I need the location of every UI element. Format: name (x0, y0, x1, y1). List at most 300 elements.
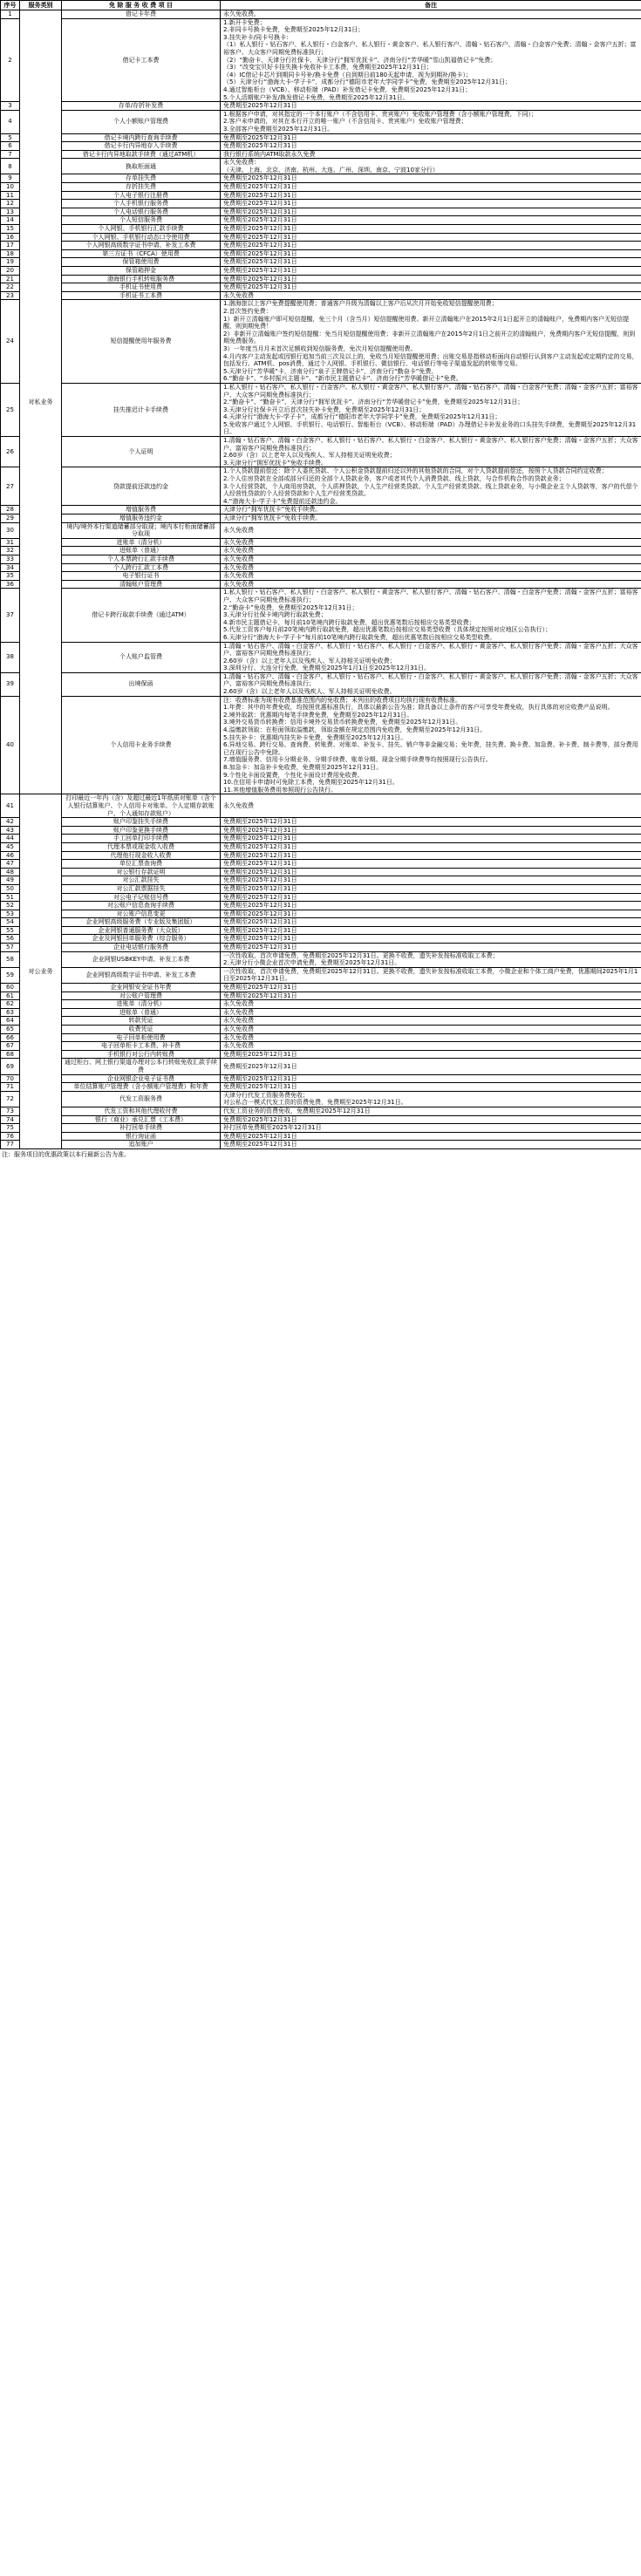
fee-item-name: 企业网银高级数字证书申请、补发工本费 (62, 967, 221, 983)
fee-item-name: 存单挂失费 (62, 174, 221, 183)
row-number: 36 (1, 580, 20, 589)
fee-item-note: 免费期至2025年12月31日 (221, 183, 641, 192)
table-row (1, 1091, 641, 1107)
table-row (1, 902, 641, 910)
fee-item-note: 天津分行代发工资服务费免收； 对公私合一模式代发工资的资费免费，免费期至2025年12月31日。 (221, 1091, 641, 1107)
table-row (1, 10, 641, 19)
table-row (1, 133, 641, 142)
fee-item-name: 对公账户管理费 (62, 992, 221, 1000)
row-number: 66 (1, 1033, 20, 1042)
fee-item-name: 通过柜台、网上银行渠道办理对公本行转账免收汇款手续费 (62, 1059, 221, 1074)
fee-item-note: 免费期至2025年12月31日 (221, 868, 641, 876)
fee-item-note: 免费期至2025年12月31日 (221, 876, 641, 885)
table-row (1, 102, 641, 111)
fee-item-name: 渤海银行手机转账服务费 (62, 275, 221, 283)
fee-item-note: 免费期至2025年12月31日 (221, 1132, 641, 1141)
fee-item-note: 1.私人银行・钻石客户、私人银行・白金客户、私人银行・黄金客户、私人银行客户、清翰・钻石客户、清翰・白金客户免费；清翰・金客户五折；富裕客户、大众客户同期免费标准执行； 2.“勤奋卡”、“勤奋卡”、天津分行“拥军优抚卡”、济南分行“芳华暖借记卡”免费，免费期至2025年12月31日； 3.天津分行社保卡开立后首次挂失补卡免费，免费期至2025年12月31日； 4.天津分行“渤海大卡-学子卡”，成都分行“德阳市老年大学同学卡”免费，免费期至2025年12月31日； 5.免收客户通过个人网银、手机银行、电话银行、智能柜台（VCB）、移动柜端（PAD）办理借记卡补发业务的口头挂失手续费，免费期至2025年12月31日。 (221, 383, 641, 436)
fee-item-note: 免费期至2025年12月31日 (221, 225, 641, 234)
fee-item-name: 手机证书工本费 (62, 291, 221, 300)
row-number: 63 (1, 1008, 20, 1017)
fee-item-name: 个人网银高级数字证书申请、补发工本费 (62, 242, 221, 250)
table-row (1, 18, 641, 102)
row-number: 19 (1, 258, 20, 267)
table-row (1, 826, 641, 835)
fee-item-name: 借记卡工本费 (62, 18, 221, 102)
fee-item-name: 对公账户信息查询手续费 (62, 902, 221, 910)
table-row (1, 926, 641, 935)
row-number: 77 (1, 1141, 20, 1149)
row-number: 70 (1, 1074, 20, 1083)
fee-item-name: 存折挂失费 (62, 183, 221, 192)
fee-item-name: 个人信用卡业务手续费 (62, 696, 221, 794)
row-number: 76 (1, 1132, 20, 1141)
fee-item-note: 免费期至2025年12月31日 (221, 216, 641, 225)
table-row (1, 918, 641, 927)
fee-item-name: 对公账户信息变更 (62, 910, 221, 918)
fee-item-name: 手工回单打印手续费 (62, 835, 221, 843)
row-number: 13 (1, 208, 20, 216)
fee-item-note: 我行银行系统内ATM取款永久免费 (221, 150, 641, 159)
fee-item-note: 1.个人贷款提前偿还：除个人委托贷款、个人公积金贷款提前归还以外的其他贷款的合同，对个人贷款提前偿还，按照个人贷款合同约定收费； 2.个人住房贷款在全部或部分归还的全部个人贷款业务，客户或者其代个人消费贷款、线上贷款，与合作机构合作的贷款业务； 3.个人经营贷款，个人商用房贷款，个人质押贷款，个人生产经营类贷款、个人生产经营类贷款、线上贷款业务，与小微企业主个人贷款等，客户的代偿个人经营性贷款的个人经营贷款和个人生产经营类贷款。 4.“渤海大卡-学子卡”免费提前还款违约金。 (221, 467, 641, 506)
fee-item-name: 挂失推迟计卡手续费 (62, 383, 221, 436)
service-category: 对公业务 (20, 794, 62, 1149)
fee-item-name: 进账单（普通） (62, 547, 221, 555)
row-number: 37 (1, 589, 20, 642)
row-number: 4 (1, 110, 20, 133)
row-number: 26 (1, 437, 20, 467)
row-number: 73 (1, 1107, 20, 1115)
fee-item-note: 代发工资业务的资费免收，免费期至2025年12月31日 (221, 1107, 641, 1115)
fee-item-name: 企业网银高级服务费（专业版及集团版） (62, 918, 221, 927)
fee-item-name: 企业网银普通服务费（大众版） (62, 926, 221, 935)
footer-note: 注：服务项目的优惠政策以本行最新公告为准。 (2, 1151, 130, 1158)
row-number: 17 (1, 242, 20, 250)
table-row (1, 835, 641, 843)
table-row (1, 1115, 641, 1124)
table-row (1, 884, 641, 893)
fee-item-name: 个人手机银行服务费 (62, 200, 221, 208)
fee-item-note: 一次性收取，首次申请免费，免费期至2025年12月31日。更换不收费，遗失补发按标准收取工本费； 2.天津分行小微企业首次申请免费，免费期至2025年12月31日。 (221, 951, 641, 967)
table-row (1, 216, 641, 225)
table-row (1, 642, 641, 672)
table-row (1, 522, 641, 538)
fee-item-name: 对公银行存款证明 (62, 868, 221, 876)
table-row (1, 150, 641, 159)
table-row (1, 258, 641, 267)
header-category: 服务类别 (20, 1, 62, 10)
fee-item-note: 免费期至2025年12月31日 (221, 893, 641, 902)
fee-item-name: 单位结算账户管理费（含小额账户管理费）和年费 (62, 1083, 221, 1092)
row-number: 31 (1, 538, 20, 547)
fee-item-name: 收费凭证 (62, 1026, 221, 1034)
row-number: 20 (1, 267, 20, 276)
row-number: 29 (1, 515, 20, 523)
table-row (1, 283, 641, 292)
table-row (1, 818, 641, 827)
row-number: 32 (1, 547, 20, 555)
fee-item-note: 免费期至2025年12月31日 (221, 826, 641, 835)
fee-item-name: 电子回单柜使用费 (62, 1033, 221, 1042)
row-number: 69 (1, 1059, 20, 1074)
fee-item-name: 换取柜面通 (62, 159, 221, 174)
table-row (1, 1008, 641, 1017)
row-number: 45 (1, 842, 20, 851)
table-row (1, 1042, 641, 1051)
fee-item-note: 免费期至2025年12月31日 (221, 258, 641, 267)
fee-item-note: 免费期至2025年12月31日 (221, 233, 641, 242)
table-row (1, 515, 641, 523)
table-row (1, 851, 641, 860)
row-number: 35 (1, 572, 20, 581)
table-row (1, 249, 641, 258)
table-row (1, 1083, 641, 1092)
fee-item-name: 保管箱押金 (62, 267, 221, 276)
fee-item-note: 免费期至2025年12月31日 (221, 926, 641, 935)
row-number: 16 (1, 233, 20, 242)
fee-item-note: 免费期至2025年12月31日 (221, 1083, 641, 1092)
table-row (1, 1059, 641, 1074)
row-number: 41 (1, 794, 20, 818)
fee-item-name: 个人网银、手机银行动态口令使用费 (62, 233, 221, 242)
fee-item-note: 1.清翰・钻石客户、清翰・白金客户、私人银行・钻石客户、私人银行・白金客户、私人银行・黄金客户、私人银行客户免费；清翰・金客户五折；大众客户、富裕客户同期免费标准执行； 2.60岁（含）以上老年人以及残疾人、军人持相关证明免收费； 3.天津分行“拥军优抚卡”免收手续费。 (221, 437, 641, 467)
fee-item-note: 免费期至2025年12月31日 (221, 1115, 641, 1124)
fee-item-note: 1.私人银行・钻石客户、私人银行・白金客户、私人银行・黄金客户、私人银行客户、清翰・钻石客户、清翰・白金客户免费；清翰・金客户五折；富裕客户、大众客户同期免费标准执行； 2.“勤奋卡”免收费，免费期至2025年12月31日； 3.天津分行社保卡境内跨行取款免费； 4.新市民主题借记卡，每月前10笔境内跨行取款免费，超出优惠笔数后按相应交易类型收费； 5.代发工资客户每月前20笔境内跨行取款免费，超出优惠笔数后按相应交易类型收费（具体规定按照对应地区公告执行）； 6.天津分行“渤海大卡-学子卡”每月前10笔境内跨行取款免费，超出优惠笔数后按相应交易类型收费。 (221, 589, 641, 642)
table-row (1, 984, 641, 992)
fee-item-note: 免费期至2025年12月31日 (221, 984, 641, 992)
table-row (1, 842, 641, 851)
row-number: 49 (1, 876, 20, 885)
table-row (1, 1074, 641, 1083)
fee-item-name: 境内/境外本行渠道储蓄部分取现；境内本行柜面储蓄部分取现 (62, 522, 221, 538)
table-row (1, 142, 641, 151)
fee-item-note: 永久免收费 (221, 291, 641, 300)
table-row (1, 300, 641, 384)
fee-item-note: 永久免收费 (221, 1000, 641, 1009)
fee-item-note: 永久免收费 (221, 1008, 641, 1017)
row-number: 6 (1, 142, 20, 151)
fee-item-name: 个人证明 (62, 437, 221, 467)
fee-item-name: 手机证书使用费 (62, 283, 221, 292)
row-number: 58 (1, 951, 20, 967)
table-row (1, 242, 641, 250)
table-row (1, 951, 641, 967)
fee-item-note: 免费期至2025年12月31日 (221, 208, 641, 216)
fee-item-name: 账户印鉴挂失手续费 (62, 818, 221, 827)
row-number: 7 (1, 150, 20, 159)
table-row (1, 191, 641, 200)
table-row (1, 992, 641, 1000)
row-number: 30 (1, 522, 20, 538)
table-row (1, 547, 641, 555)
table-row (1, 589, 641, 642)
fee-item-note: 一次性收取，首次申请免费，免费期至2025年12月31日。更换不收费，遗失补发按标准收取工本费，小微企业和个体工商户免费，优惠期间2025年1月1日至2025年12月31日。 (221, 967, 641, 983)
table-row (1, 563, 641, 572)
fee-item-note: 免费期至2025年12月31日 (221, 200, 641, 208)
row-number: 8 (1, 159, 20, 174)
fee-item-note: 免费期至2025年12月31日 (221, 884, 641, 893)
fee-item-name: 增值服务违约金 (62, 515, 221, 523)
fee-item-name: 进账单（清分机） (62, 1000, 221, 1009)
fee-item-name: 借记卡行内异地存入手续费 (62, 142, 221, 151)
fee-item-name: 进账单（普通） (62, 1008, 221, 1017)
row-number: 59 (1, 967, 20, 983)
fee-item-note: 永久免收费 (221, 555, 641, 563)
service-category: 对私业务 (20, 10, 62, 794)
row-number: 1 (1, 10, 20, 19)
table-row (1, 183, 641, 192)
fee-item-note: 免费期至2025年12月31日 (221, 102, 641, 111)
fee-item-note: 免费期至2025年12月31日 (221, 935, 641, 944)
row-number: 44 (1, 835, 20, 843)
row-number: 74 (1, 1115, 20, 1124)
fee-item-name: 追加账户 (62, 1141, 221, 1149)
row-number: 14 (1, 216, 20, 225)
table-row (1, 1124, 641, 1133)
fee-item-name: 个人短信服务费 (62, 216, 221, 225)
table-row (1, 275, 641, 283)
fee-item-note: 永久免收费 (221, 1042, 641, 1051)
table-row (1, 555, 641, 563)
fee-item-name: 电子回单柜卡工本费、补卡费 (62, 1042, 221, 1051)
row-number: 2 (1, 18, 20, 102)
row-number: 56 (1, 935, 20, 944)
fee-item-name: 银行（商业）承兑汇票（工本费） (62, 1115, 221, 1124)
fee-item-name: 企业电话银行服务费 (62, 944, 221, 952)
row-number: 27 (1, 467, 20, 506)
fee-item-note: 免费期至2025年12月31日 (221, 860, 641, 869)
fee-item-name: 进账单（清分机） (62, 538, 221, 547)
fee-item-name: 对公汇款票据挂失 (62, 884, 221, 893)
row-number: 64 (1, 1017, 20, 1026)
fee-item-name: 代发工资和其他代理收付费 (62, 1107, 221, 1115)
fee-item-name: 单位汇票查询费 (62, 860, 221, 869)
fee-item-name: 电子银行证书 (62, 572, 221, 581)
fee-item-note: 1.新开卡免费； 2.非同卡号换卡免费，免费期至2025年12月31日； 3.挂失补卡/同卡号换卡： （1）私人银行・钻石客户、私人银行・白金客户、私人银行・黄金客户、私人银行客户、清翰・钻石客户、清翰・白金客户免费；清翰・金客户五折；富裕客户、大众客户同期免费标准执行； （2）“勤奋卡、天津分行社保卡、天津分行“拥军优抚卡”、济南分行“芳华暖”雪山凯福借记卡”免费； （3）“改变宝贝好卡挂失换卡免收补卡工本费，免费期至2025年12月31日； （4）IC借记卡芯片到期同卡号补/换卡免费（自到期日前180天起申请，视为到期补/换卡）； （5）天津分行“渤海大卡-学子卡”，成都分行“德阳市老年大学同学卡”免费，免费期至2025年12月31日； 4.通过智能柜台（VCB）、移动柜端（PAD）补发借记卡免费，免费期至2025年12月31日； 5.个人活期账户补发/换发借记卡免费，免费期至2025年12月31日。 (221, 18, 641, 102)
table-row (1, 910, 641, 918)
table-row (1, 1017, 641, 1026)
table-row (1, 572, 641, 581)
row-number: 10 (1, 183, 20, 192)
table-row (1, 1132, 641, 1141)
fee-table (0, 0, 641, 1149)
fee-item-note: 免费期至2025年12月31日 (221, 818, 641, 827)
fee-item-name: 代理他行现金收入收费 (62, 851, 221, 860)
fee-item-note: 免费期至2025年12月31日 (221, 191, 641, 200)
fee-item-name: 银行询证函 (62, 1132, 221, 1141)
fee-item-note: 1.根据客户申请，对其指定的一个本行账户（不含信用卡、贵宾账户）免收账户管理费（含小额账户管理费，下同）； 2.客户未申请的，对其在本行开立的唯一账户（不含信用卡、贵宾账户）免收账户管理费； 3.全部客户免费期至2025年12月31日。 (221, 110, 641, 133)
fee-item-note: 永久免收费 (221, 794, 641, 818)
fee-item-name: 补打回单手续费 (62, 1124, 221, 1133)
row-number: 61 (1, 992, 20, 1000)
fee-item-name: 贷款提前还款违约金 (62, 467, 221, 506)
fee-item-note: 永久免收费。 (221, 10, 641, 19)
table-row (1, 506, 641, 515)
table-row (1, 860, 641, 869)
fee-item-note: 永久免收费 (221, 1026, 641, 1034)
fee-item-name: 借记卡行内异地取款手续费（通过ATM机） (62, 150, 221, 159)
row-number: 43 (1, 826, 20, 835)
table-row (1, 1050, 641, 1059)
header-item: 免 除 服 务 收 费 项 目 (62, 1, 221, 10)
table-row (1, 967, 641, 983)
fee-item-name: 个人电话银行服务费 (62, 208, 221, 216)
table-row (1, 672, 641, 696)
fee-item-note: 免费期至2025年12月31日 (221, 842, 641, 851)
row-number: 33 (1, 555, 20, 563)
row-number: 18 (1, 249, 20, 258)
row-number: 50 (1, 884, 20, 893)
fee-item-note: 免费期至2025年12月31日 (221, 918, 641, 927)
fee-item-name: 企业网银安全证书年费 (62, 984, 221, 992)
table-row (1, 868, 641, 876)
fee-item-note: 免费期至2025年12月31日 (221, 835, 641, 843)
row-number: 39 (1, 672, 20, 696)
fee-item-note: 免费期至2025年12月31日 (221, 1059, 641, 1074)
fee-item-note: 免费期至2025年12月31日 (221, 174, 641, 183)
fee-item-note: 免费期至2025年12月31日 (221, 1074, 641, 1083)
fee-item-note: 免费期至2025年12月31日 (221, 1050, 641, 1059)
fee-item-note: 天津分行“拥军优抚卡”免收手续费。 (221, 506, 641, 515)
row-number: 3 (1, 102, 20, 111)
fee-item-note: 免费期至2025年12月31日 (221, 910, 641, 918)
row-number: 46 (1, 851, 20, 860)
fee-item-note: 补打回单免费期至2025年12月31日 (221, 1124, 641, 1133)
table-header-row (1, 1, 641, 10)
fee-item-name: 对公汇款挂失 (62, 876, 221, 885)
table-row (1, 1141, 641, 1149)
fee-item-note: 永久免收费 (221, 538, 641, 547)
table-row (1, 794, 641, 818)
table-row (1, 383, 641, 436)
row-number: 15 (1, 225, 20, 234)
table-row (1, 174, 641, 183)
table-row (1, 696, 641, 794)
fee-item-note: 永久免收费 (221, 563, 641, 572)
table-row (1, 1026, 641, 1034)
fee-item-note: 天津分行“拥军优抚卡”免收手续费。 (221, 515, 641, 523)
row-number: 60 (1, 984, 20, 992)
row-number: 57 (1, 944, 20, 952)
table-row (1, 110, 641, 133)
row-number: 24 (1, 300, 20, 384)
row-number: 9 (1, 174, 20, 183)
fee-item-name: 个人本票跨行汇款手续费 (62, 555, 221, 563)
fee-item-note: 免费期至2025年12月31日 (221, 992, 641, 1000)
fee-item-note: 永久免收费： （天津、上海、北京、济南、杭州、大连、广州、深圳、南京、宁波10家分行） (221, 159, 641, 174)
fee-item-name: 短信提醒使用年服务费 (62, 300, 221, 384)
table-row (1, 225, 641, 234)
fee-item-note: 免费期至2025年12月31日 (221, 133, 641, 142)
fee-item-note: 免费期至2025年12月31日 (221, 275, 641, 283)
row-number: 75 (1, 1124, 20, 1133)
header-note: 备注 (221, 1, 641, 10)
row-number: 72 (1, 1091, 20, 1107)
table-row (1, 267, 641, 276)
fee-item-name: 个人网银、手机银行汇款手续费 (62, 225, 221, 234)
fee-item-name: 清翰账户管理费 (62, 580, 221, 589)
row-number: 22 (1, 283, 20, 292)
row-number: 12 (1, 200, 20, 208)
row-number: 34 (1, 563, 20, 572)
fee-item-name: 个人账户监管费 (62, 642, 221, 672)
fee-item-note: 免费期至2025年12月31日 (221, 1141, 641, 1149)
row-number: 11 (1, 191, 20, 200)
fee-item-name: 转款凭证 (62, 1017, 221, 1026)
row-number: 71 (1, 1083, 20, 1092)
row-number: 42 (1, 818, 20, 827)
fee-item-note: 免费期至2025年12月31日 (221, 267, 641, 276)
fee-item-name: 个人电子银行注册费 (62, 191, 221, 200)
table-row (1, 876, 641, 885)
fee-item-note: 免费期至2025年12月31日 (221, 283, 641, 292)
fee-item-note: 免费期至2025年12月31日 (221, 242, 641, 250)
fee-item-note: 免费期至2025年12月31日 (221, 851, 641, 860)
fee-item-note: 永久免收费 (221, 547, 641, 555)
fee-item-note: 免费期至2025年12月31日 (221, 944, 641, 952)
fee-item-note: 永久免收费 (221, 1017, 641, 1026)
fee-item-name: 借记卡年费 (62, 10, 221, 19)
fee-item-note: 永久免收费 (221, 572, 641, 581)
table-row (1, 208, 641, 216)
fee-item-name: 打印最近一年内（含）及超过最近1年纸质对账单（含个人银行结算账户、个人信用卡对账单、个人定期存款账户、个人通知存款账户） (62, 794, 221, 818)
row-number: 68 (1, 1050, 20, 1059)
table-row (1, 291, 641, 300)
row-number: 23 (1, 291, 20, 300)
fee-item-name: 借记卡跨行取款手续费（通过ATM） (62, 589, 221, 642)
table-row (1, 1033, 641, 1042)
fee-item-name: 个人小额账户管理费 (62, 110, 221, 133)
table-row (1, 467, 641, 506)
row-number: 25 (1, 383, 20, 436)
fee-item-name: 企业及网银回单服务费（综合服务） (62, 935, 221, 944)
row-number: 65 (1, 1026, 20, 1034)
header-no: 序号 (1, 1, 20, 10)
table-row (1, 538, 641, 547)
row-number: 67 (1, 1042, 20, 1051)
fee-item-name: 存单/存折补发费 (62, 102, 221, 111)
row-number: 47 (1, 860, 20, 869)
row-number: 40 (1, 696, 20, 794)
row-number: 38 (1, 642, 20, 672)
row-number: 28 (1, 506, 20, 515)
fee-item-note: 永久免收费 (221, 522, 641, 538)
fee-item-name: 代理本票或现金收入收费 (62, 842, 221, 851)
fee-item-name: 借记卡境内跨行查询手续费 (62, 133, 221, 142)
fee-item-note: 永久免收费 (221, 1033, 641, 1042)
table-row (1, 159, 641, 174)
fee-item-name: 企业网银企业电子证书费 (62, 1074, 221, 1083)
table-row (1, 944, 641, 952)
table-row (1, 200, 641, 208)
table-row (1, 437, 641, 467)
row-number: 53 (1, 910, 20, 918)
fee-item-name: 增值服务费 (62, 506, 221, 515)
fee-item-name: 第三方证书（CFCA）使用费 (62, 249, 221, 258)
fee-item-name: 个人跨行汇款工本费 (62, 563, 221, 572)
fee-item-note: 永久免收费 (221, 580, 641, 589)
table-row (1, 893, 641, 902)
row-number: 62 (1, 1000, 20, 1009)
row-number: 54 (1, 918, 20, 927)
fee-item-note: 1.清翰・钻石客户、清翰・白金客户、私人银行・钻石客户、私人银行・白金客户、私人银行・黄金客户、私人银行客户免费；清翰・金客户五折；大众客户、富裕客户同期免费标准执行； 2.60岁（含）以上老年人以及残疾人、军人持相关证明免收费。 (221, 672, 641, 696)
table-row (1, 580, 641, 589)
fee-item-note: 免费期至2025年12月31日 (221, 902, 641, 910)
table-row (1, 233, 641, 242)
table-row (1, 1107, 641, 1115)
fee-item-name: 对公电子记账信号费 (62, 893, 221, 902)
fee-item-note: 1.清翰・钻石客户、清翰・白金客户、私人银行・钻石客户、私人银行・白金客户、私人银行・黄金客户、私人银行客户免费；清翰・金客户五折；大众客户、富裕客户同期免费标准执行； 2.60岁（含）以上老年人以及残疾人、军人持相关证明免收费； 3.深圳分行、大连分行免费，免费期至2025年1月1日至2025年12月31日。 (221, 642, 641, 672)
table-row (1, 1000, 641, 1009)
